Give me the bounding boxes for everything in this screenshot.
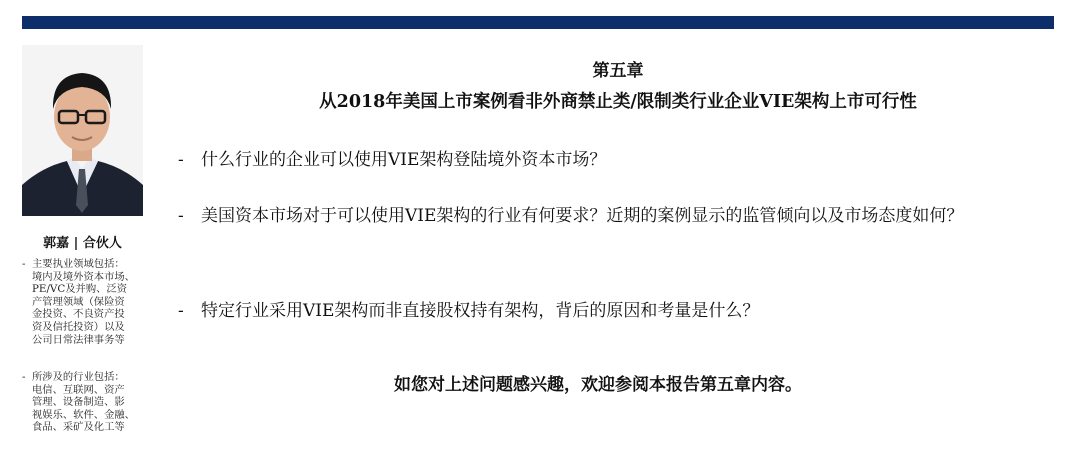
question-text: 特定行业采用VIE架构而非直接股权持有架构，背后的原因和考量是什么？ [201,301,760,321]
bullet-dash: - [22,258,26,270]
question-dash: - [178,150,184,170]
practice-areas-text: 主要执业领域包括： 境内及境外资本市场、 PE/VC及并购、泛资 产管理领域（保险资 金投资、不良资产投 资及信托投资）以及 公司日常法律事务等 [32,258,135,346]
question-text: 美国资本市场对于可以使用VIE架构的行业有何要求？近期的案例显示的监管倾向以及市场态度如何？ [201,206,964,226]
question-item [178,144,1058,176]
question-dash: - [178,206,184,226]
top-banner-bar [22,16,1054,29]
partner-portrait [22,45,143,216]
question-dash: - [178,301,184,321]
industries-text: 所涉及的行业包括： 电信、互联网、资产 管理、设备制造、影 视娱乐、软件、金融、 食品、采矿及化工等 [32,371,135,434]
closing-invitation: 如您对上述问题感兴趣，欢迎参阅本报告第五章内容。 [394,375,802,395]
question-text: 什么行业的企业可以使用VIE架构登陆境外资本市场？ [201,150,607,170]
industries-list [22,371,162,434]
chapter-number: 第五章 [592,61,644,81]
chapter-title: 从2018年美国上市案例看非外商禁止类/限制类行业企业VIE架构上市可行性 [319,92,917,112]
bullet-dash: - [22,371,26,383]
question-item [178,295,1058,327]
partner-name: 郭嘉 | 合伙人 [43,236,122,251]
practice-areas-list [22,258,162,346]
question-item [178,200,1058,232]
